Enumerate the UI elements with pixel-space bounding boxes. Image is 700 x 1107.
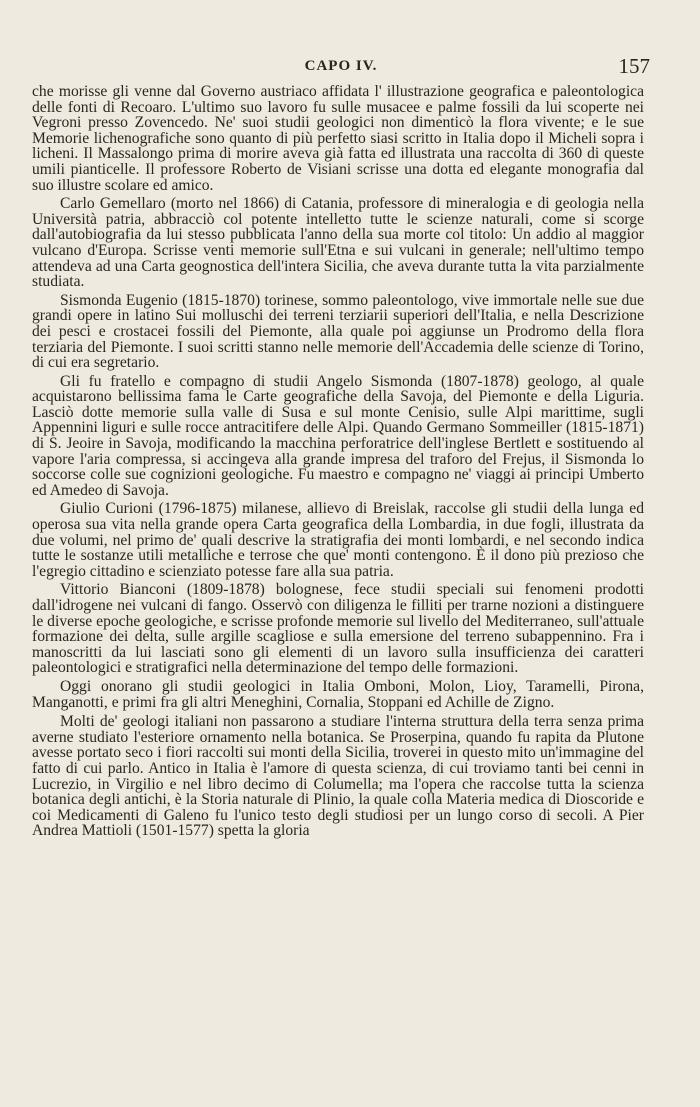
running-header [32,54,650,84]
paragraph: Sismonda Eugenio (1815-1870) torinese, sommo paleontologo, vive immortale nelle sue due grandi opere in latino Sui molluschi dei terreni terziarii superiori dell'Italia, e nella Descrizione dei pesci e crostacei fossili del Piemonte, alla quale poi aggiunse un Prodromo della flora terziaria del Piemonte. I suoi scritti stanno nelle memorie dell'Accademia delle scienze di Torino, di cui era segretario. [32,291,644,372]
paragraph: che morisse gli venne dal Governo austriaco affidata l' illustrazione geografica e paleontologica delle fonti di Recoaro. L'ultimo suo lavoro fu sulle musacee e palme fossili da lui scoperte nei Vegroni presso Zovencedo. Ne' suoi studii geologici non dimenticò la flora vivente; e le sue Memorie lichenografiche sono quanto di più perfetto siasi scritto in Italia dopo il Micheli sopra i licheni. Il Massalongo prima di morire aveva già fatta ed illustrata una raccolta di 360 di queste umili pianticelle. Il professore Roberto de Visiani scrisse una dotta ed elegante monografia dal suo illustre scolare ed amico. [32,83,644,194]
chapter-heading: CAPO IV. [304,58,378,74]
paragraph: Carlo Gemellaro (morto nel 1866) di Catania, professore di mineralogia e di geologia nella Università patria, abbracciò col potente intelletto tutte le scienze naturali, come si scorge dall'autobiografia da lui stesso pubblicata l'anno della sua morte col titolo: Un addio al maggior vulcano d'Europa. Scrisse venti memorie sull'Etna e sui vulcani in generale; nell'ultimo tempo attendeva ad una Carta geognostica dell'intera Sicilia, che aveva durante tutta la vita parzialmente studiata. [32,195,644,291]
body-text [32,84,644,842]
paragraph: Oggi onorano gli studii geologici in Italia Omboni, Molon, Lioy, Taramelli, Pirona, Manganotti, e primi fra gli altri Meneghini, Cornalia, Stoppani ed Achille de Zigno. [32,677,644,711]
paragraph: Vittorio Bianconi (1809-1878) bolognese, fece studii speciali sui fenomeni prodotti dall'idrogene nei vulcani di fango. Osservò con diligenza le filliti per trarne nozioni a distinguere le diverse epoche geologiche, e scrisse profonde memorie sul livello del Mediterraneo, sull'attuale formazione dei delta, sulle argille scagliose e sulla emersione del terreno subappennino. Fra i manoscritti da lui lasciati sono gli elementi di un lavoro sulla insufficienza dei caratteri paleontologici e stratigrafici nella determinazione del tempo delle formazioni. [32,581,644,677]
paragraph: Giulio Curioni (1796-1875) milanese, allievo di Breislak, raccolse gli studii della lunga ed operosa sua vita nella grande opera Carta geografica della Lombardia, in due fogli, illustrata da due volumi, nel primo de' quali descrive la stratigrafia dei monti lombardi, e nel secondo indica tutte le sostanze utili metalliche e terrose che que' monti contengono. È il dono più prezioso che l'egregio cittadino e scienziato potesse fare alla sua patria. [32,500,644,580]
paragraph: Gli fu fratello e compagno di studii Angelo Sismonda (1807-1878) geologo, al quale acquistarono bellissima fama le Carte geografiche della Savoja, del Piemonte e della Liguria. Lasciò dotte memorie sulla valle di Susa e sul monte Cenisio, sulle Alpi marittime, sugli Appennini liguri e sulle rocce antracitifere delle Alpi. Quando Germano Sommeiller (1815-1871) di S. Jeoire in Savoja, modificando la macchina perforatrice dell'inglese Bertlett e sostituendo al vapore l'aria compressa, si accingeva alla grande impresa del traforo del Frejus, il Sismonda lo soccorse colle sue cognizioni geologiche. Fu maestro e compagno ne' viaggi ai principi Umberto ed Amedeo di Savoja. [32,372,644,499]
paragraph: Molti de' geologi italiani non passarono a studiare l'interna struttura della terra senza prima averne studiato l'esteriore ornamento nella botanica. Se Proserpina, quando fu rapita da Plutone avesse portato seco i fiori raccolti sui monti della Sicilia, troverei in questo mito un'immagine del fatto di cui parlo. Antico in Italia è l'amore di questa scienza, di cui troviamo tanti bei cenni in Lucrezio, in Virgilio e nel libro decimo di Columella; ma l'opera che raccolse tutta la scienza botanica degli antichi, è la Storia naturale di Plinio, la quale colla Materia medica di Dioscoride e coi Medicamenti di Galeno fu l'unico testo degli studiosi per un lungo corso di secoli. A Pier Andrea Mattioli (1501-1577) spetta la gloria [32,713,644,840]
page-number: 157 [618,54,650,78]
